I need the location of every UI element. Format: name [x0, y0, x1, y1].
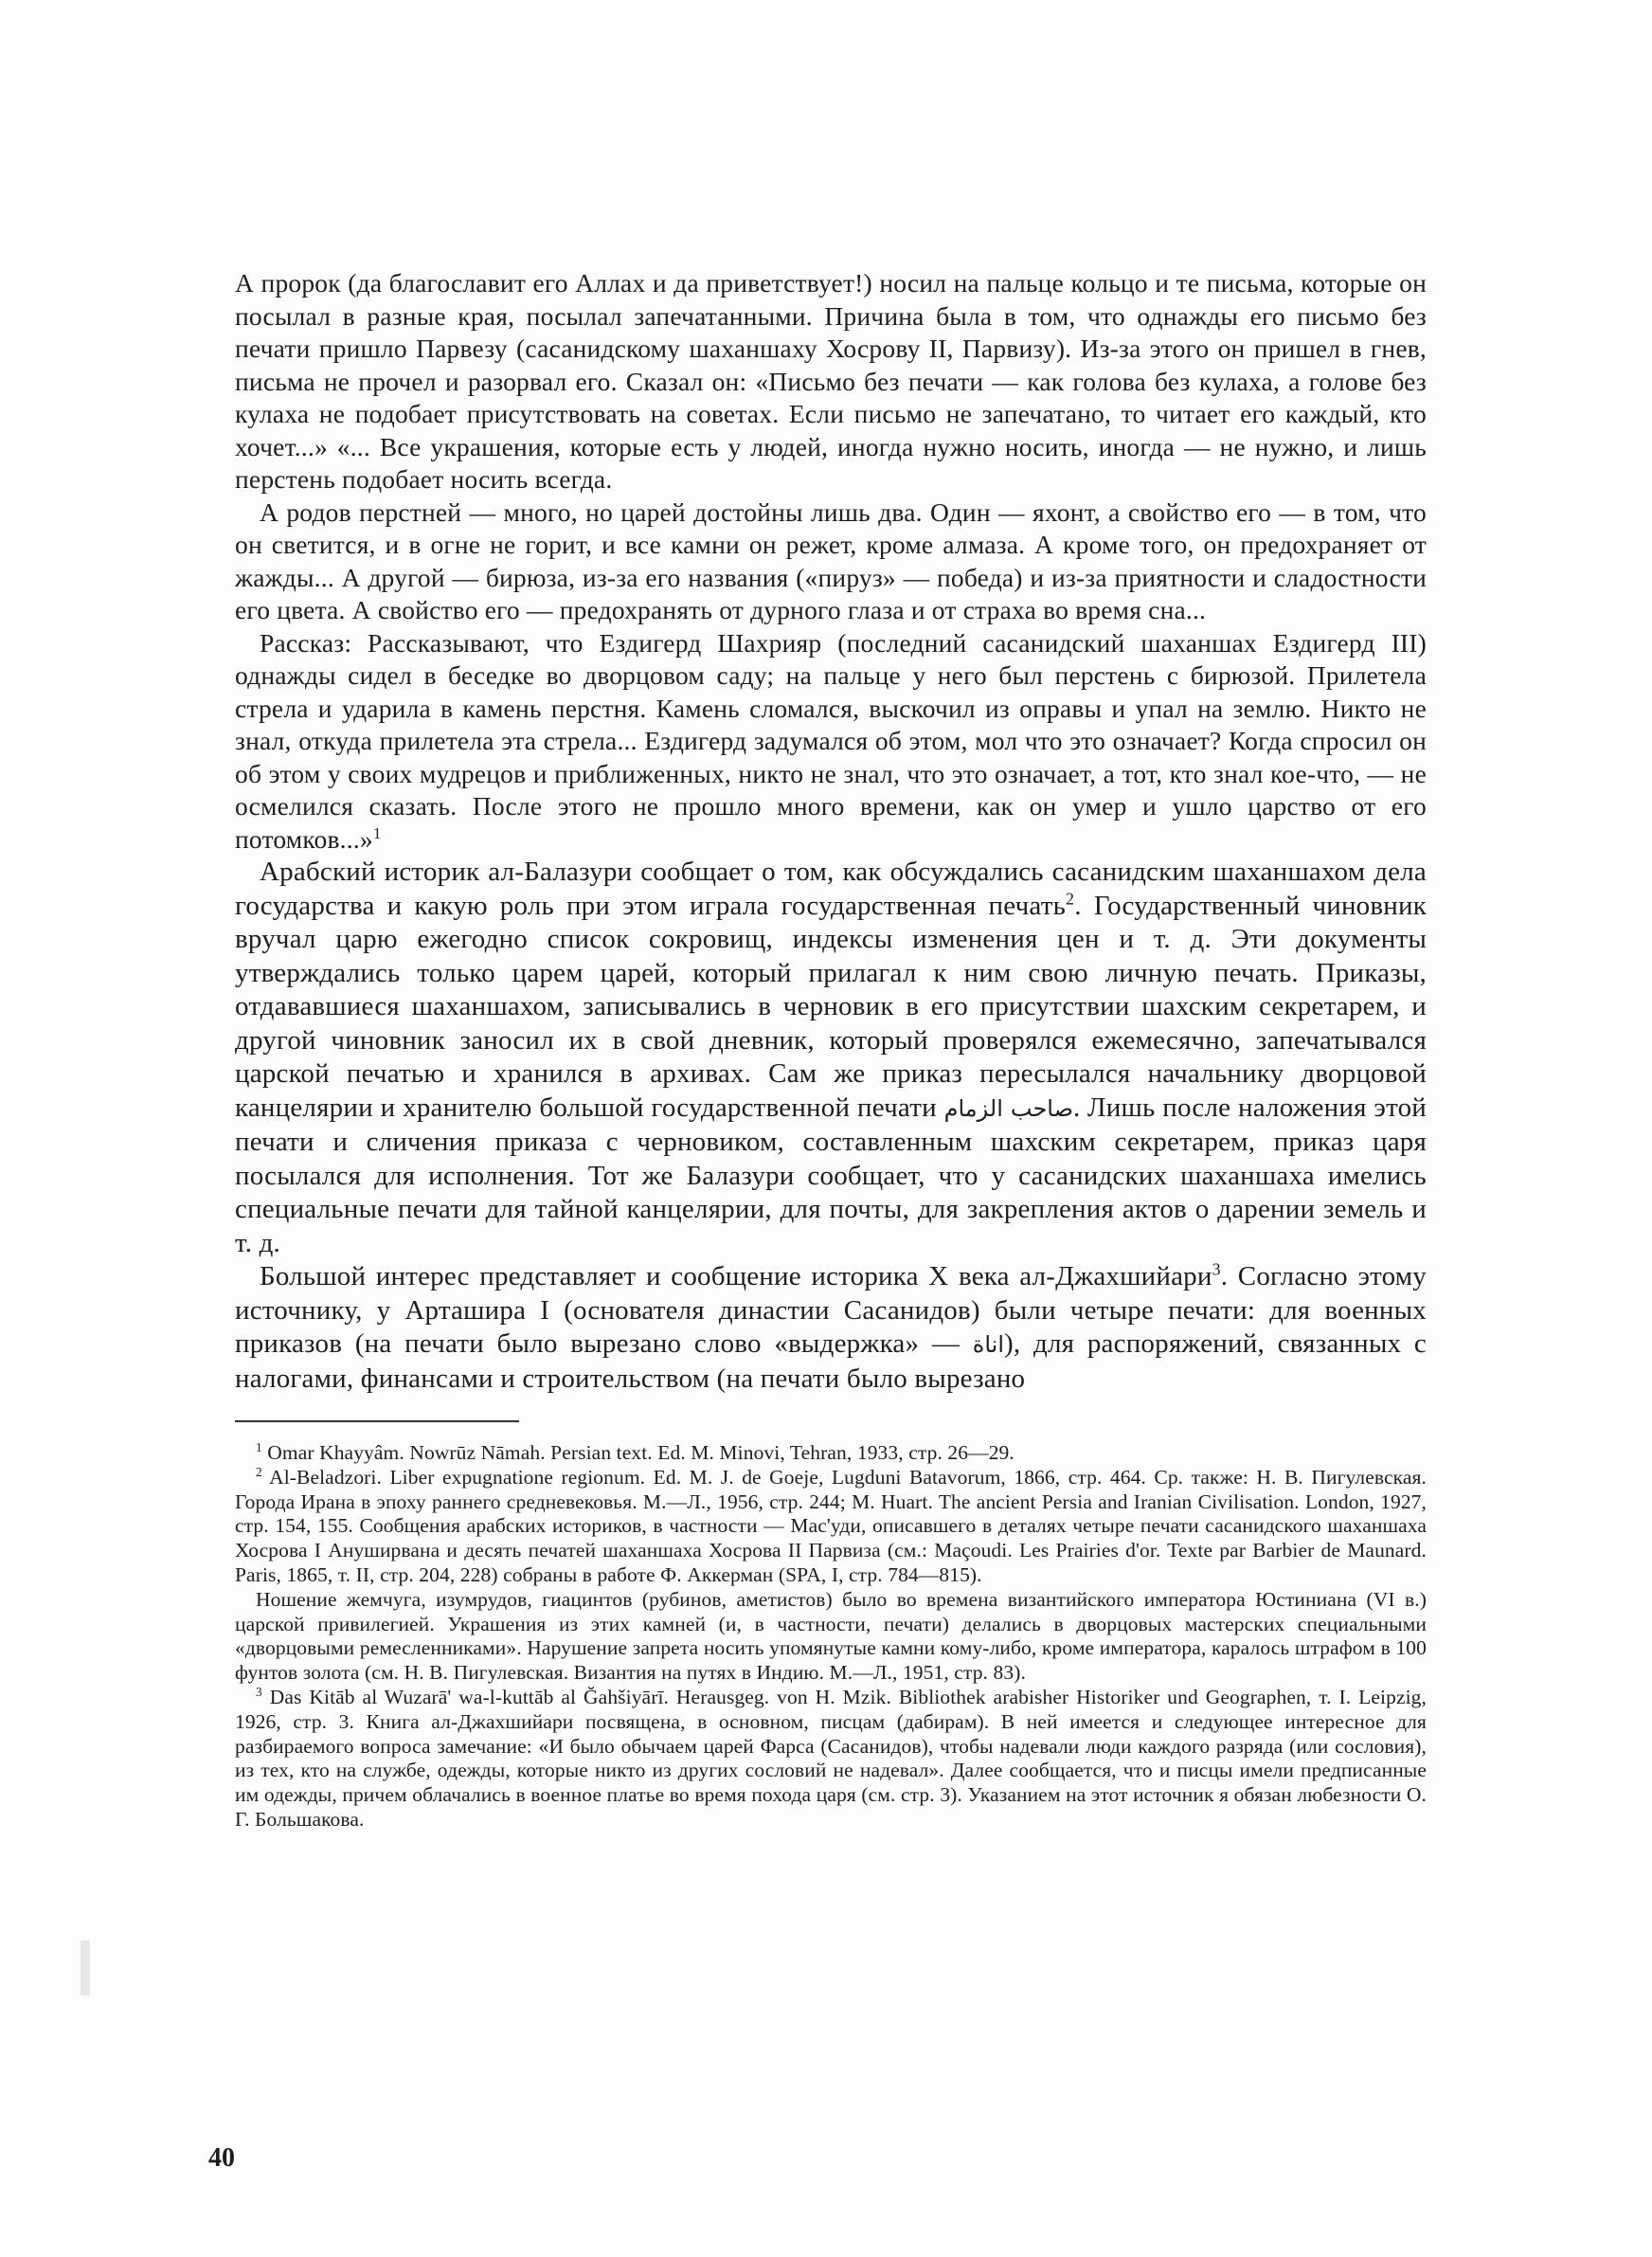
- page: [235, 267, 1427, 1833]
- page-number: 40: [208, 2143, 235, 2173]
- paragraph-text: . Согласно этому источнику, у Арташира I (основателя династии Сасанидов) были четыре печати: для военных приказов (на печати было вырезано слово «выдержка» —: [235, 1261, 1427, 1359]
- note-ref: 1: [372, 823, 382, 842]
- footnote: [235, 1588, 1427, 1686]
- footnote-text: Ношение жемчуга, изумрудов, гиацинтов (рубинов, аметистов) было во времена византийского императора Юстиниана (VI в.) царской привилегией. Украшения из этих камней (и, в частности, печати) делались в дворцовых мастерских специальными «дворцовыми ремесленниками». Нарушение запрета носить упомянутые камни кому-либо, кроме императора, каралось штрафом в 100 фунтов золота (см. Н. В. Пигулевская. Византия на путях в Индию. М.—Л., 1951, стр. 83).: [235, 1587, 1427, 1685]
- footnote-text: Al-Beladzori. Liber expugnatione regionum. Ed. M. J. de Goeje, Lugduni Batavorum, 1866, стр. 464. Ср. также: Н. В. Пигулевская. Города Ирана в эпоху раннего средневековья. М.—Л., 1956, стр. 244; M. Huart. The ancient Persia and Iranian Civilisation. London, 1927, стр. 154, 155. Сообщения арабских историков, в частности — Мас'уди, описавшего в деталях четыре печати сасанидского шаханшаха Хосрова I Ануширвана и десять печатей шаханшаха Хосрова II Парвиза (см.: Maçoudi. Les Prairies d'or. Texte par Barbier de Maunard. Paris, 1865, т. II, стр. 204, 228) собраны в работе Ф. Аккерман (SPA, I, стр. 784—815).: [235, 1465, 1427, 1586]
- footnote: [235, 1686, 1427, 1833]
- footnote: [235, 1466, 1427, 1588]
- main-text: [235, 267, 1427, 1396]
- footnote: [235, 1441, 1427, 1466]
- footnote-text: Das Kitāb al Wuzarā' wa-l-kuttāb al Ğahšiyārī. Herausgeg. von H. Mzik. Bibliothek arabisher Historiker und Geographen, т. I. Leipzig, 1926, стр. 3. Книга ал-Джахшийари посвящена, в основном, писцам (дабирам). В ней имеется и следующее интересное для разбираемого вопроса замечание: «И было обычаем царей Фарса (Сасанидов), чтобы надевали люди каждого разряда (или сословия), из тех, кто на службе, одежды, которые никто из других сословий не надевал». Далее сообщается, что и писцы имели предписанные им одежды, причем облачались в военное платье во время похода царя (см. стр. 3). Указанием на этот источник я обязан любезности О. Г. Большакова.: [235, 1685, 1427, 1831]
- footnote-divider: [235, 1420, 519, 1422]
- paragraph: [235, 1260, 1427, 1396]
- paragraph: [235, 627, 1427, 857]
- paragraph: А родов перстней — много, но царей достойны лишь два. Один — яхонт, а свойство его — в том, что он светится, и в огне не горит, и все камни он режет, кроме алмаза. А кроме того, он предохраняет от жажды... А другой — бирюза, из-за его названия («пируз» — победа) и из-за приятности и сладостности его цвета. А свойство его — предохранять от дурного глаза и от страха во время сна...: [235, 497, 1427, 624]
- footnote-marker: 3: [256, 1684, 262, 1699]
- note-ref: 3: [1212, 1259, 1221, 1279]
- paragraph-text: ), для распоряжений, связанных с налогами, финансами и строительством (на печати было вырезано: [235, 1328, 1427, 1394]
- paragraph: А пророк (да благославит его Аллах и да приветствует!) носил на пальце кольцо и те письма, которые он посылал в разные края, посылал запечатанными. Причина была в том, что однажды его письмо без печати пришло Парвезу (сасанидскому шаханшаху Хосрову II, Парвизу). Из-за этого он пришел в гнев, письма не прочел и разорвал его. Сказал он: «Письмо без печати — как голова без кулаха, а голове без кулаха не подобает присутствовать на советах. Если письмо не запечатано, то читает его каждый, кто хочет...» «... Все украшения, которые есть у людей, иногда нужно носить, иногда — не нужно, и лишь перстень подобает носить всегда.: [235, 268, 1427, 494]
- footnote-marker: 2: [256, 1464, 262, 1479]
- scan-artifact: [81, 1941, 90, 1995]
- paragraph-text: . Лишь после наложения этой печати и сличения приказа с черновиком, составленным шахским секретарем, приказ царя посылался для исполнения. Тот же Балазури сообщает, что у сасанидских шаханшаха имелись специальные печати для тайной канцелярии, для почты, для закрепления актов о дарении земель и т. д.: [235, 1092, 1427, 1258]
- footnote-text: Omar Khayyâm. Nowrūz Nāmah. Persian text. Ed. M. Minovi, Tehran, 1933, стр. 26—29.: [267, 1441, 1015, 1464]
- paragraph-text: Большой интерес представляет и сообщение историка X века ал-Джахшийари: [260, 1261, 1212, 1291]
- paragraph: [235, 856, 1427, 1260]
- footnotes: [235, 1441, 1427, 1833]
- paragraph-text: Арабский историк ал-Балазури сообщает о том, как обсуждались сасанидским шаханшахом дела государства и какую роль при этом играла государственная печать: [235, 857, 1427, 921]
- arabic-term: صاحب الزمام: [943, 1094, 1073, 1122]
- footnote-marker: 1: [256, 1439, 262, 1454]
- paragraph-text: Рассказ: Рассказывают, что Ездигерд Шахрияр (последний сасанидский шаханшах Ездигерд III) однажды сидел в беседке во дворцовом саду; на пальце у него был перстень с бирюзой. Прилетела стрела и ударила в камень перстня. Камень сломался, выскочил из оправы и упал на землю. Никто не знал, откуда прилетела эта стрела... Ездигерд задумался об этом, мол что это означает? Когда спросил он об этом у своих мудрецов и приближенных, никто не знал, что это означает, а тот, кто знал кое-что, — не осмелился сказать. После этого не прошло много времени, как он умер и ушло царство от его потомков...»: [235, 627, 1427, 854]
- paragraph-text: . Государственный чиновник вручал царю ежегодно список сокровищ, индексы изменения цен и т. д. Эти документы утверждались только царем царей, который прилагал к ним свою личную печать. Приказы, отдававшиеся шаханшахом, записывались в черновик в его присутствии шахским секретарем, и другой чиновник заносил их в свой дневник, который проверялся ежемесячно, запечатывался царской печатью и хранился в архивах. Сам же приказ пересылался начальнику дворцовой канцелярии и хранителю большой государственной печати: [235, 890, 1427, 1123]
- arabic-term: اناة: [972, 1331, 1005, 1358]
- note-ref: 2: [1066, 888, 1075, 908]
